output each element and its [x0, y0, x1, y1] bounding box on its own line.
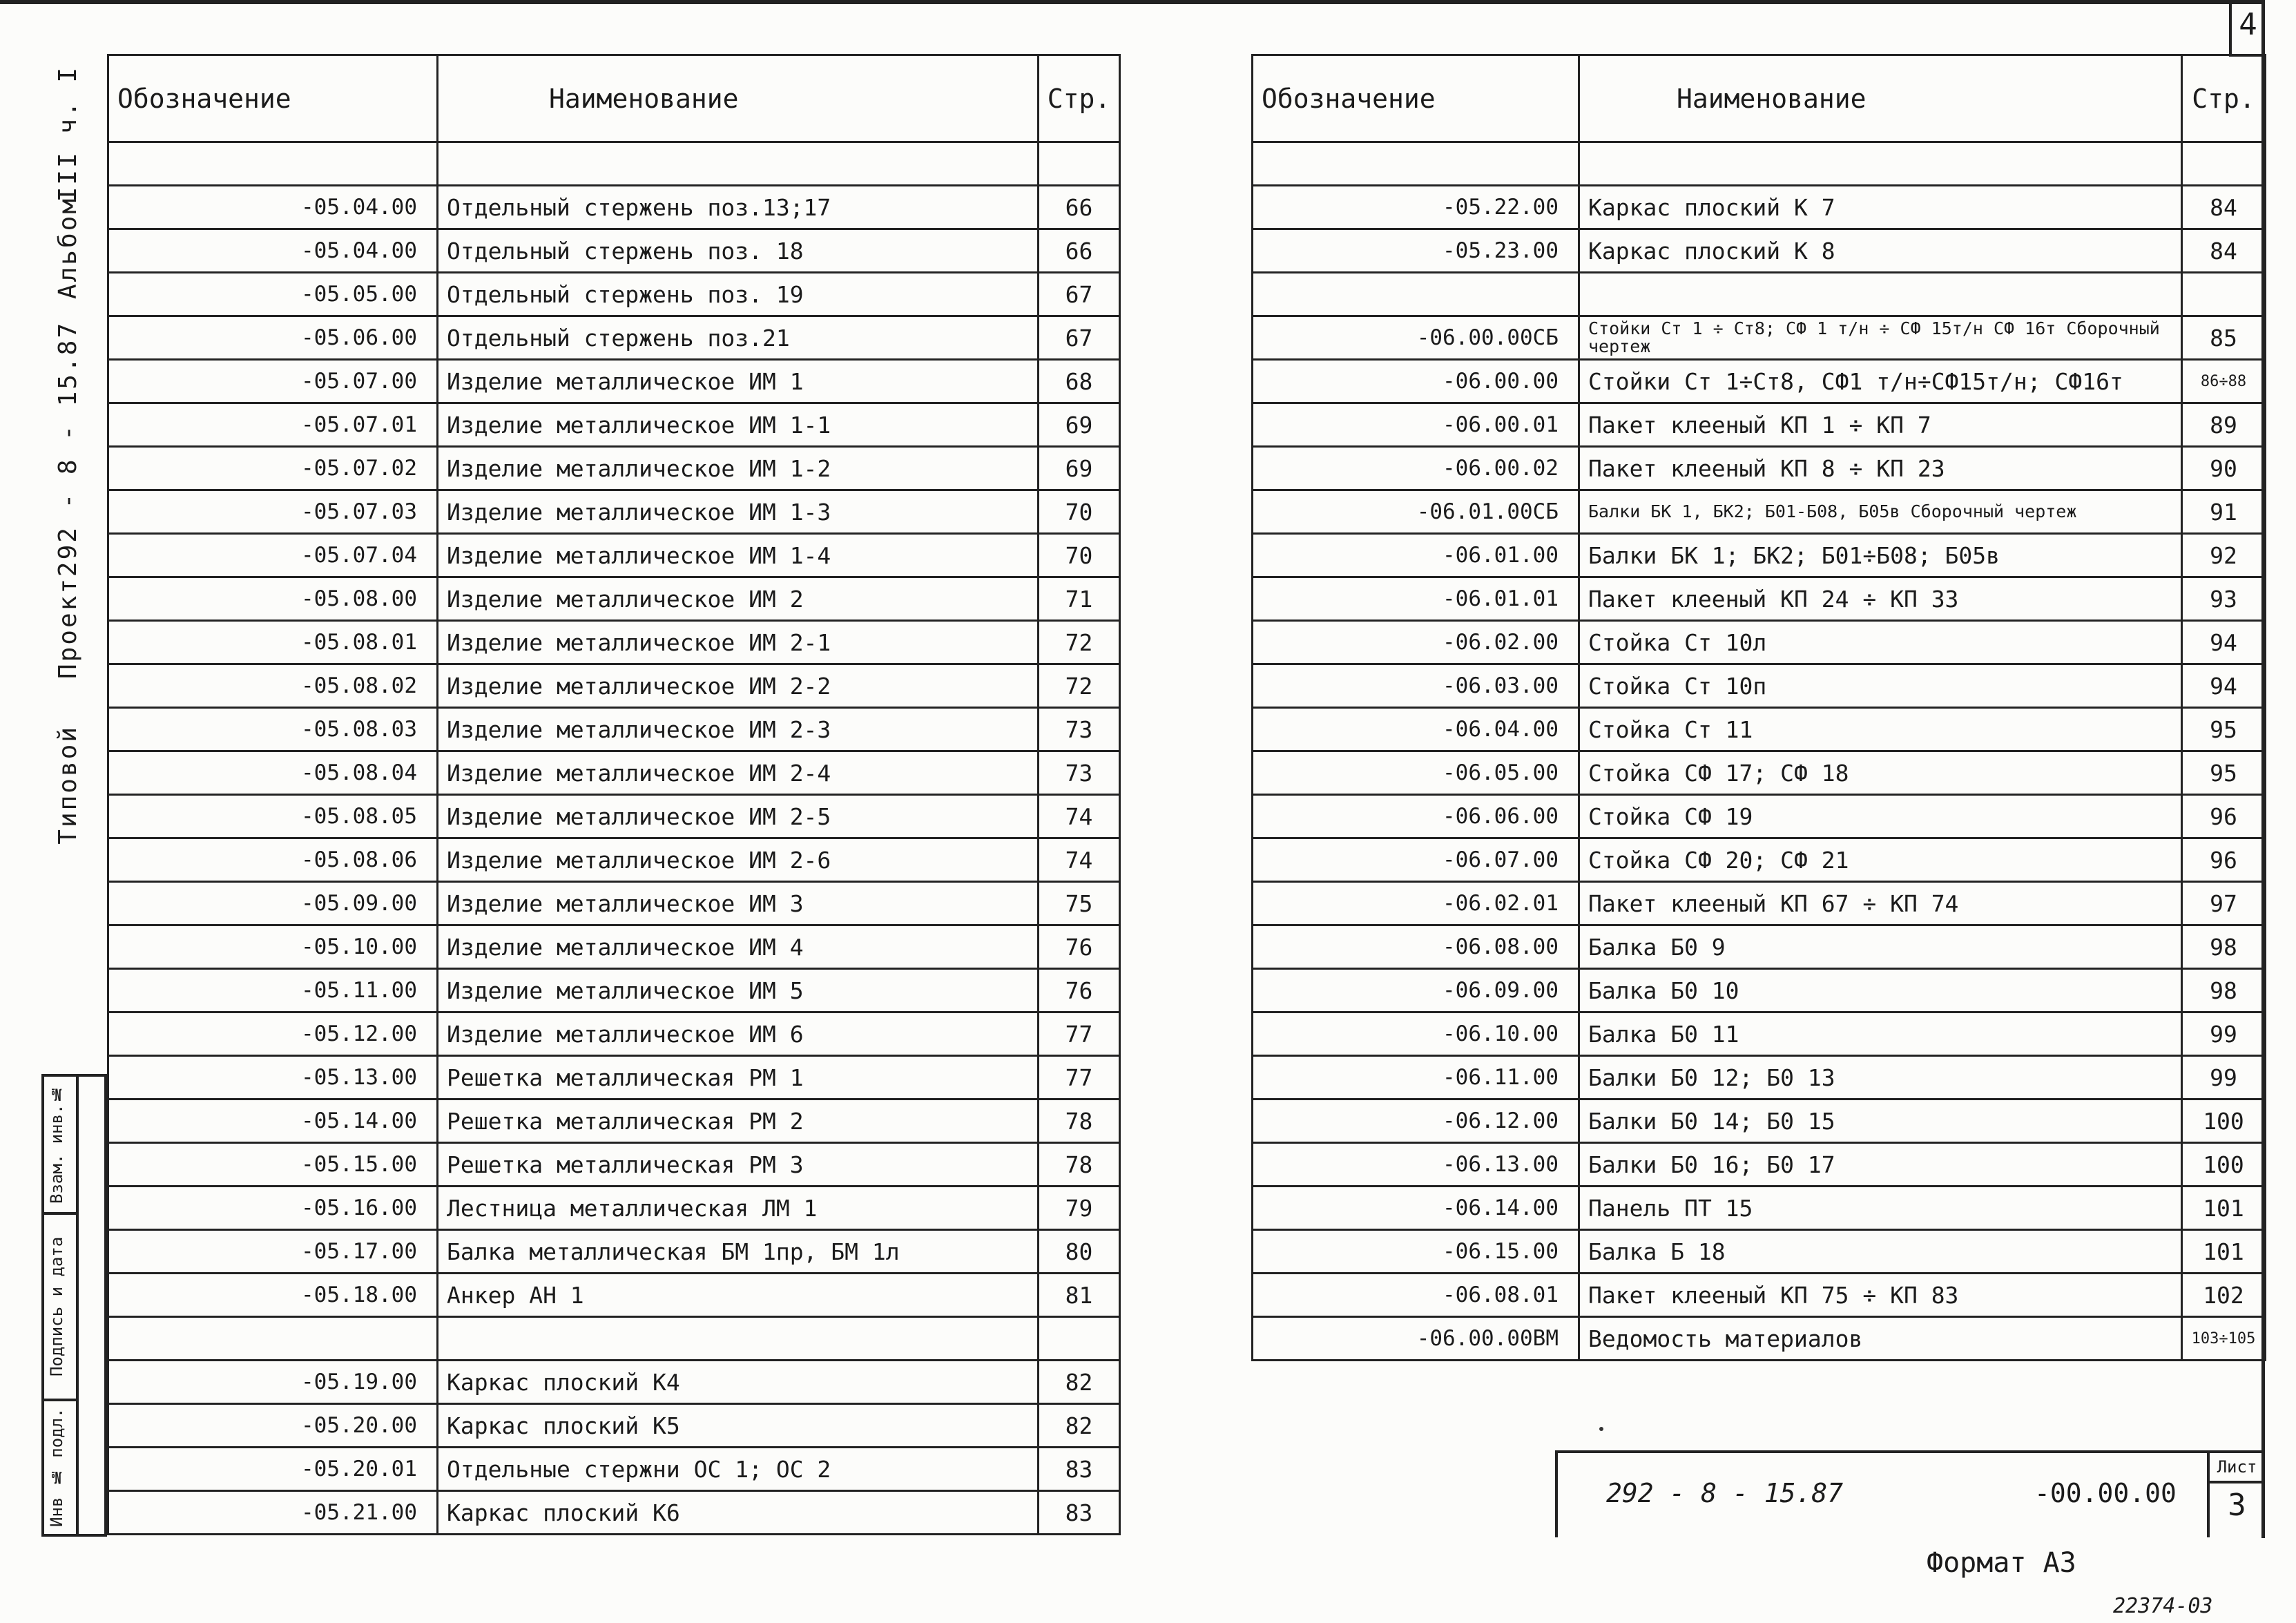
row-designation: -06.05.00: [1253, 751, 1579, 795]
title-block-code: 292 - 8 - 15.87: [1606, 1478, 1844, 1508]
table-row: [108, 577, 1120, 621]
row-name: Изделие металлическое ИМ 2-4: [438, 751, 1039, 795]
table-row: [1253, 577, 2266, 621]
table-row: [1253, 1230, 2266, 1274]
row-name: Пакет клееный КП 67 ÷ КП 74: [1579, 882, 2182, 925]
row-page: 69: [1039, 403, 1120, 447]
header-name: Наименование: [1579, 55, 2182, 142]
row-name: Изделие металлическое ИМ 1: [438, 360, 1039, 403]
table-row: [108, 664, 1120, 708]
row-designation: -05.08.03: [108, 708, 438, 751]
table-row: [108, 360, 1120, 403]
row-page: 67: [1039, 273, 1120, 316]
row-name: Отдельный стержень поз. 19: [438, 273, 1039, 316]
row-name: Стойка Ст 11: [1579, 708, 2182, 751]
spec-table-right-body: [1253, 142, 2266, 1361]
row-name: Решетка металлическая РМ 1: [438, 1056, 1039, 1099]
row-designation: -06.01.00: [1253, 534, 1579, 577]
table-row: [108, 882, 1120, 925]
table-row: [1253, 273, 2266, 316]
row-designation: -06.07.00: [1253, 838, 1579, 882]
stamp-column: [41, 1074, 107, 1537]
table-row: [108, 1404, 1120, 1448]
row-name: Отдельный стержень поз.21: [438, 316, 1039, 360]
table-row: [108, 186, 1120, 229]
row-name: Изделие металлическое ИМ 1-1: [438, 403, 1039, 447]
row-page: 75: [1039, 882, 1120, 925]
row-page: 92: [2182, 534, 2266, 577]
corner-sheet-box: [2229, 0, 2264, 57]
row-designation: -05.08.04: [108, 751, 438, 795]
table-row: [1253, 447, 2266, 490]
row-name: Стойка СФ 17; СФ 18: [1579, 751, 2182, 795]
row-designation: -05.06.00: [108, 316, 438, 360]
row-designation: -06.00.00СБ: [1253, 316, 1579, 360]
row-designation: -05.07.02: [108, 447, 438, 490]
row-page: 100: [2182, 1099, 2266, 1143]
row-name: Анкер АН 1: [438, 1274, 1039, 1317]
row-page: 95: [2182, 751, 2266, 795]
row-page: 89: [2182, 403, 2266, 447]
table-row: [1253, 142, 2266, 186]
header-row: [108, 55, 1120, 142]
row-designation: -05.13.00: [108, 1056, 438, 1099]
row-designation: -05.19.00: [108, 1361, 438, 1404]
row-page: 96: [2182, 795, 2266, 838]
corner-sheet-number: 4: [2239, 7, 2257, 42]
row-name: Стойки Ст 1 ÷ Ст8; СФ 1 т/н ÷ СФ 15т/н СФ 16т Сборочный чертеж: [1579, 316, 2182, 360]
row-designation: -05.08.05: [108, 795, 438, 838]
row-name: Каркас плоский К6: [438, 1491, 1039, 1535]
stamp-cell-sign: [44, 1215, 76, 1401]
stamp-divider: [76, 1077, 79, 1534]
table-row: [108, 273, 1120, 316]
side-project: Проект: [54, 577, 82, 680]
table-row: [108, 1187, 1120, 1230]
row-designation: -06.00.01: [1253, 403, 1579, 447]
row-name: [438, 1317, 1039, 1361]
row-name: Изделие металлическое ИМ 2-5: [438, 795, 1039, 838]
archive-number: 22374-03: [2113, 1594, 2213, 1618]
row-page: 99: [2182, 1056, 2266, 1099]
row-page: 86÷88: [2182, 360, 2266, 403]
table-row: [108, 1448, 1120, 1491]
row-page: 98: [2182, 925, 2266, 969]
row-name: Изделие металлическое ИМ 6: [438, 1012, 1039, 1056]
row-page: 103÷105: [2182, 1317, 2266, 1361]
row-name: Отдельный стержень поз. 18: [438, 229, 1039, 273]
table-row: [108, 969, 1120, 1012]
row-designation: [108, 142, 438, 186]
row-name: Изделие металлическое ИМ 2-6: [438, 838, 1039, 882]
table-row: [1253, 1099, 2266, 1143]
row-designation: -05.08.02: [108, 664, 438, 708]
row-designation: -06.08.00: [1253, 925, 1579, 969]
row-designation: -05.11.00: [108, 969, 438, 1012]
row-page: 99: [2182, 1012, 2266, 1056]
row-page: 82: [1039, 1361, 1120, 1404]
row-page: 84: [2182, 229, 2266, 273]
row-page: 77: [1039, 1056, 1120, 1099]
table-row: [1253, 795, 2266, 838]
row-page: 76: [1039, 925, 1120, 969]
table-row: [1253, 969, 2266, 1012]
row-name: Пакет клееный КП 75 ÷ КП 83: [1579, 1274, 2182, 1317]
row-name: Решетка металлическая РМ 3: [438, 1143, 1039, 1187]
row-name: Каркас плоский К5: [438, 1404, 1039, 1448]
row-designation: -06.12.00: [1253, 1099, 1579, 1143]
side-typical: Типовой: [54, 725, 82, 845]
table-row: [108, 229, 1120, 273]
row-page: 101: [2182, 1230, 2266, 1274]
table-row: [1253, 882, 2266, 925]
stamp-replaced-inv: Взам. инв.№: [47, 1084, 66, 1204]
row-name: Балки БК 1; БК2; Б01÷Б08; Б05в: [1579, 534, 2182, 577]
header-designation: Обозначение: [1253, 55, 1579, 142]
row-designation: -05.08.01: [108, 621, 438, 664]
row-page: 95: [2182, 708, 2266, 751]
table-row: [108, 447, 1120, 490]
row-designation: -05.08.06: [108, 838, 438, 882]
row-designation: -05.08.00: [108, 577, 438, 621]
stray-mark: [1599, 1427, 1603, 1431]
header-page: Стр.: [1039, 55, 1120, 142]
row-name: Изделие металлическое ИМ 2: [438, 577, 1039, 621]
row-name: Ведомость материалов: [1579, 1317, 2182, 1361]
row-designation: -05.23.00: [1253, 229, 1579, 273]
row-name: [1579, 273, 2182, 316]
row-page: 79: [1039, 1187, 1120, 1230]
table-row: [1253, 490, 2266, 534]
row-name: Стойка Ст 10л: [1579, 621, 2182, 664]
row-page: 85: [2182, 316, 2266, 360]
row-designation: -05.04.00: [108, 186, 438, 229]
row-page: 98: [2182, 969, 2266, 1012]
table-row: [1253, 1187, 2266, 1230]
row-designation: -06.01.01: [1253, 577, 1579, 621]
table-row: [108, 490, 1120, 534]
row-page: 70: [1039, 534, 1120, 577]
row-name: Каркас плоский К4: [438, 1361, 1039, 1404]
row-designation: -06.00.00: [1253, 360, 1579, 403]
row-page: 74: [1039, 795, 1120, 838]
table-row: [108, 1056, 1120, 1099]
row-name: Изделие металлическое ИМ 1-4: [438, 534, 1039, 577]
table-row: [1253, 708, 2266, 751]
spec-table-left-body: [108, 142, 1120, 1535]
table-row: [108, 1099, 1120, 1143]
row-name: Отдельные стержни ОС 1; ОС 2: [438, 1448, 1039, 1491]
row-page: 81: [1039, 1274, 1120, 1317]
format-label: Формат А3: [1927, 1547, 2076, 1579]
row-name: Пакет клееный КП 8 ÷ КП 23: [1579, 447, 2182, 490]
row-designation: -05.16.00: [108, 1187, 438, 1230]
spec-table-left: [107, 54, 1121, 1535]
row-page: 93: [2182, 577, 2266, 621]
row-page: 69: [1039, 447, 1120, 490]
row-name: Балка металлическая БМ 1пр, БМ 1л: [438, 1230, 1039, 1274]
row-name: Стойки Ст 1÷Ст8, СФ1 т/н÷СФ15т/н; СФ16т: [1579, 360, 2182, 403]
row-page: [1039, 1317, 1120, 1361]
row-page: 67: [1039, 316, 1120, 360]
row-page: 100: [2182, 1143, 2266, 1187]
row-page: 101: [2182, 1187, 2266, 1230]
row-designation: -06.14.00: [1253, 1187, 1579, 1230]
row-designation: [108, 1317, 438, 1361]
row-page: 91: [2182, 490, 2266, 534]
row-page: 83: [1039, 1448, 1120, 1491]
spec-table-right: [1251, 54, 2266, 1361]
row-designation: -06.04.00: [1253, 708, 1579, 751]
table-row: [108, 403, 1120, 447]
table-row: [108, 1317, 1120, 1361]
row-name: Пакет клееный КП 1 ÷ КП 7: [1579, 403, 2182, 447]
row-designation: -05.09.00: [108, 882, 438, 925]
row-name: Изделие металлическое ИМ 2-2: [438, 664, 1039, 708]
row-page: 102: [2182, 1274, 2266, 1317]
table-row: [108, 621, 1120, 664]
table-row: [1253, 838, 2266, 882]
side-album-part: III ч. I: [54, 66, 82, 202]
table-row: [1253, 1056, 2266, 1099]
row-page: 84: [2182, 186, 2266, 229]
table-row: [108, 751, 1120, 795]
table-row: [108, 1143, 1120, 1187]
row-name: Балка Б 18: [1579, 1230, 2182, 1274]
row-designation: -06.03.00: [1253, 664, 1579, 708]
row-designation: -06.00.00ВМ: [1253, 1317, 1579, 1361]
row-page: 68: [1039, 360, 1120, 403]
table-row: [1253, 751, 2266, 795]
row-page: 66: [1039, 186, 1120, 229]
row-designation: -06.13.00: [1253, 1143, 1579, 1187]
table-row: [1253, 316, 2266, 360]
stamp-inv-orig: Инв № подл.: [47, 1408, 66, 1528]
row-name: Балки Б0 14; Б0 15: [1579, 1099, 2182, 1143]
title-block-sheet-label: Лист: [2210, 1457, 2264, 1483]
row-page: [1039, 142, 1120, 186]
row-designation: -05.20.01: [108, 1448, 438, 1491]
row-page: 73: [1039, 708, 1120, 751]
row-designation: -05.07.01: [108, 403, 438, 447]
row-designation: -05.18.00: [108, 1274, 438, 1317]
header-name: Наименование: [438, 55, 1039, 142]
row-page: 94: [2182, 664, 2266, 708]
row-page: 94: [2182, 621, 2266, 664]
table-row: [1253, 1143, 2266, 1187]
header-designation: Обозначение: [108, 55, 438, 142]
stamp-cell-replaced: [44, 1077, 76, 1215]
row-page: 78: [1039, 1099, 1120, 1143]
row-page: 97: [2182, 882, 2266, 925]
title-block-sheet-value: 3: [2228, 1488, 2246, 1523]
table-row: [108, 838, 1120, 882]
row-name: Стойка Ст 10п: [1579, 664, 2182, 708]
row-page: 66: [1039, 229, 1120, 273]
row-page: 71: [1039, 577, 1120, 621]
side-inscription: [41, 0, 97, 870]
row-name: Изделие металлическое ИМ 1-2: [438, 447, 1039, 490]
row-name: Панель ПТ 15: [1579, 1187, 2182, 1230]
row-name: Каркас плоский К 7: [1579, 186, 2182, 229]
table-row: [108, 316, 1120, 360]
row-page: 82: [1039, 1404, 1120, 1448]
row-designation: -06.09.00: [1253, 969, 1579, 1012]
row-page: 90: [2182, 447, 2266, 490]
row-name: Изделие металлическое ИМ 2-1: [438, 621, 1039, 664]
row-name: Стойка СФ 19: [1579, 795, 2182, 838]
row-page: 72: [1039, 664, 1120, 708]
table-row: [108, 1491, 1120, 1535]
row-designation: -06.00.02: [1253, 447, 1579, 490]
row-name: Балка Б0 9: [1579, 925, 2182, 969]
table-row: [108, 1274, 1120, 1317]
row-page: 72: [1039, 621, 1120, 664]
row-page: [2182, 273, 2266, 316]
title-block-number: -00.00.00: [2034, 1478, 2177, 1508]
row-designation: -06.15.00: [1253, 1230, 1579, 1274]
title-block: [1555, 1450, 2261, 1537]
row-designation: -05.20.00: [108, 1404, 438, 1448]
table-row: [1253, 1317, 2266, 1361]
table-row: [108, 708, 1120, 751]
row-designation: -05.07.04: [108, 534, 438, 577]
row-page: 77: [1039, 1012, 1120, 1056]
row-designation: -06.02.00: [1253, 621, 1579, 664]
row-page: 73: [1039, 751, 1120, 795]
table-row: [108, 1230, 1120, 1274]
row-designation: -05.12.00: [108, 1012, 438, 1056]
title-block-sheet-box: [2207, 1453, 2264, 1537]
stamp-cell-inv: [44, 1401, 76, 1537]
row-name: Изделие металлическое ИМ 4: [438, 925, 1039, 969]
table-row: [108, 925, 1120, 969]
row-name: Решетка металлическая РМ 2: [438, 1099, 1039, 1143]
row-name: [1579, 142, 2182, 186]
row-designation: -05.15.00: [108, 1143, 438, 1187]
row-name: Отдельный стержень поз.13;17: [438, 186, 1039, 229]
table-row: [1253, 1274, 2266, 1317]
row-name: Изделие металлическое ИМ 3: [438, 882, 1039, 925]
table-row: [1253, 186, 2266, 229]
stamp-sign-date: Подпись и дата: [47, 1236, 66, 1377]
table-row: [1253, 403, 2266, 447]
table-row: [1253, 229, 2266, 273]
table-row: [108, 534, 1120, 577]
row-name: Балка Б0 11: [1579, 1012, 2182, 1056]
table-row: [1253, 1012, 2266, 1056]
row-name: Балки Б0 16; Б0 17: [1579, 1143, 2182, 1187]
row-page: 76: [1039, 969, 1120, 1012]
row-page: 70: [1039, 490, 1120, 534]
row-name: Стойка СФ 20; СФ 21: [1579, 838, 2182, 882]
row-page: [2182, 142, 2266, 186]
row-page: 74: [1039, 838, 1120, 882]
row-designation: -05.22.00: [1253, 186, 1579, 229]
row-name: Балки Б0 12; Б0 13: [1579, 1056, 2182, 1099]
row-designation: -05.10.00: [108, 925, 438, 969]
header-row: [1253, 55, 2266, 142]
table-row: [1253, 925, 2266, 969]
table-row: [108, 142, 1120, 186]
row-designation: -06.08.01: [1253, 1274, 1579, 1317]
row-name: [438, 142, 1039, 186]
row-designation: -05.04.00: [108, 229, 438, 273]
row-name: Балки БК 1, БК2; Б01-Б08, Б05в Сборочный чертеж: [1579, 490, 2182, 534]
side-code: 292 - 8 - 15.87: [54, 321, 82, 577]
row-name: Пакет клееный КП 24 ÷ КП 33: [1579, 577, 2182, 621]
row-page: 96: [2182, 838, 2266, 882]
row-page: 78: [1039, 1143, 1120, 1187]
row-name: Балка Б0 10: [1579, 969, 2182, 1012]
table-row: [1253, 534, 2266, 577]
table-row: [108, 1012, 1120, 1056]
row-designation: -06.06.00: [1253, 795, 1579, 838]
table-row: [1253, 664, 2266, 708]
row-name: Изделие металлическое ИМ 1-3: [438, 490, 1039, 534]
row-designation: [1253, 273, 1579, 316]
row-name: Изделие металлическое ИМ 5: [438, 969, 1039, 1012]
row-designation: -05.21.00: [108, 1491, 438, 1535]
row-designation: -06.10.00: [1253, 1012, 1579, 1056]
row-name: Изделие металлическое ИМ 2-3: [438, 708, 1039, 751]
row-designation: [1253, 142, 1579, 186]
table-row: [108, 1361, 1120, 1404]
row-page: 80: [1039, 1230, 1120, 1274]
side-album: Альбом: [54, 197, 82, 300]
row-designation: -05.17.00: [108, 1230, 438, 1274]
row-designation: -06.01.00СБ: [1253, 490, 1579, 534]
row-designation: -05.14.00: [108, 1099, 438, 1143]
frame-top-border: [0, 0, 2265, 4]
row-designation: -06.02.01: [1253, 882, 1579, 925]
row-designation: -05.05.00: [108, 273, 438, 316]
row-name: Каркас плоский К 8: [1579, 229, 2182, 273]
table-row: [1253, 621, 2266, 664]
header-page: Стр.: [2182, 55, 2266, 142]
row-name: Лестница металлическая ЛМ 1: [438, 1187, 1039, 1230]
row-page: 83: [1039, 1491, 1120, 1535]
table-row: [108, 795, 1120, 838]
row-designation: -06.11.00: [1253, 1056, 1579, 1099]
row-designation: -05.07.00: [108, 360, 438, 403]
table-row: [1253, 360, 2266, 403]
row-designation: -05.07.03: [108, 490, 438, 534]
